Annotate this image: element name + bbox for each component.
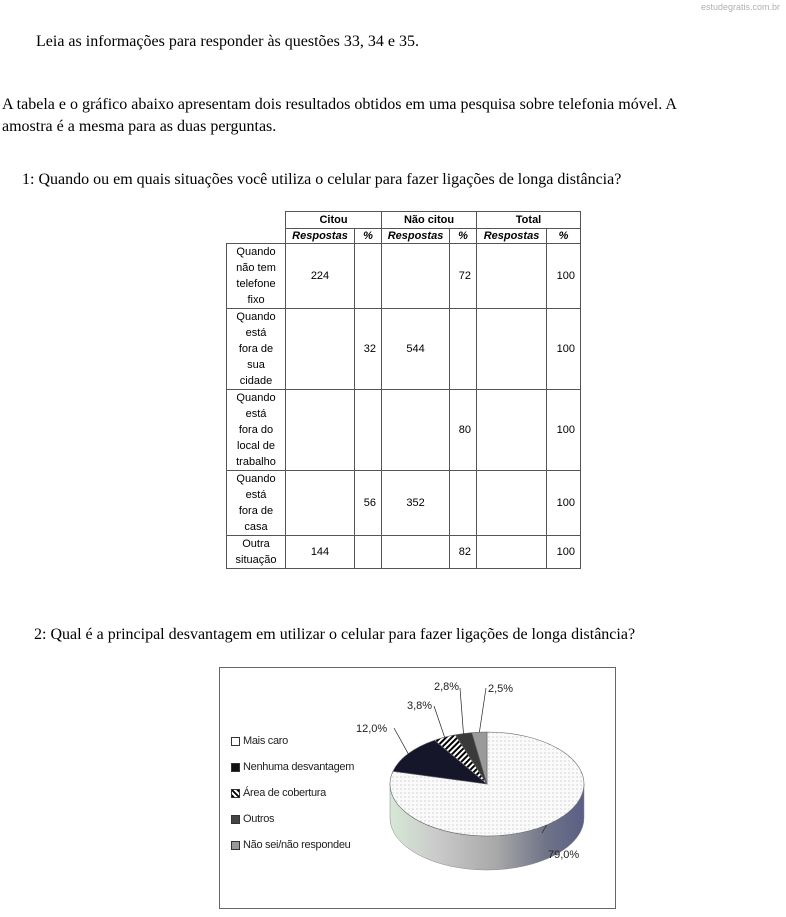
cell-percent: 80 (450, 390, 477, 471)
row-label-line: Quando (236, 246, 276, 258)
data-label: 79,0% (548, 849, 580, 861)
cell-responses (286, 390, 355, 471)
subheader-respostas: Respostas (382, 229, 450, 244)
subheader-pct: % (547, 229, 581, 244)
header-total: Total (477, 212, 581, 229)
table-row (227, 309, 581, 390)
cell-percent: 100 (547, 536, 581, 569)
cell-responses: 352 (382, 471, 450, 536)
row-label (227, 471, 286, 536)
row-label (227, 390, 286, 471)
row-label-line: casa (244, 521, 268, 533)
cell-percent (450, 471, 477, 536)
leader-line (394, 728, 408, 754)
row-label-line: trabalho (236, 456, 276, 468)
question-2: 2: Qual é a principal desvantagem em utilizar o celular para fazer ligações de longa distância? (34, 626, 636, 643)
row-label-line: Quando (236, 473, 276, 485)
cell-percent: 100 (547, 390, 581, 471)
cell-responses (477, 244, 547, 309)
subheader-pct: % (355, 229, 382, 244)
cell-percent (450, 309, 477, 390)
data-label: 2,8% (434, 681, 460, 693)
leader-line (460, 688, 463, 734)
data-label: 12,0% (356, 723, 388, 735)
table-row (227, 244, 581, 309)
watermark: estudegratis.com.br (700, 2, 780, 12)
cell-percent: 32 (355, 309, 382, 390)
cell-percent (355, 536, 382, 569)
cell-responses (382, 536, 450, 569)
row-label-line: Quando (236, 311, 276, 323)
table-row (227, 471, 581, 536)
row-label-line: está (245, 489, 267, 501)
header-citou: Citou (286, 212, 382, 229)
row-label-line: cidade (239, 375, 273, 387)
cell-responses (286, 309, 355, 390)
cell-responses (382, 390, 450, 471)
cell-responses (477, 471, 547, 536)
cell-percent: 100 (547, 471, 581, 536)
data-label: 3,8% (407, 700, 433, 712)
cell-percent: 100 (547, 244, 581, 309)
row-label-line: está (245, 408, 267, 420)
legend-label: Área de cobertura (243, 787, 326, 799)
cell-percent: 56 (355, 471, 382, 536)
data-label: 2,5% (488, 683, 514, 695)
cell-percent (355, 390, 382, 471)
legend-label: Não sei/não respondeu (243, 839, 351, 851)
row-label-line: Quando (236, 392, 276, 404)
row-label (227, 244, 286, 309)
legend-label: Outros (243, 813, 275, 825)
table-row (227, 536, 581, 569)
legend-label: Mais caro (243, 735, 288, 747)
description-line-2: amostra é a mesma para as duas perguntas. (2, 118, 277, 135)
survey-table (226, 211, 581, 569)
row-label-line: fora do (238, 424, 274, 436)
cell-responses: 224 (286, 244, 355, 309)
row-label-line: telefone (236, 278, 276, 290)
intro-text: Leia as informações para responder às questões 33, 34 e 35. (36, 33, 419, 50)
description-line-1: A tabela e o gráfico abaixo apresentam dois resultados obtidos em uma pesquisa sobre telefonia móvel. A (2, 96, 677, 113)
table-row (227, 390, 581, 471)
question-1: 1: Quando ou em quais situações você utiliza o celular para fazer ligações de longa distância? (22, 171, 622, 188)
row-label-line: Outra (242, 538, 270, 550)
legend-label: Nenhuma desvantagem (243, 761, 355, 773)
cell-percent: 82 (450, 536, 477, 569)
row-label-line: local de (237, 440, 275, 452)
leader-line (479, 688, 486, 732)
row-label-line: fora de (238, 343, 274, 355)
table-corner-sub (227, 229, 286, 244)
cell-responses (477, 309, 547, 390)
cell-responses (477, 390, 547, 471)
cell-responses: 144 (286, 536, 355, 569)
row-label-line: está (245, 327, 267, 339)
subheader-respostas: Respostas (477, 229, 547, 244)
cell-percent (355, 244, 382, 309)
row-label (227, 536, 286, 569)
row-label-line: situação (235, 554, 277, 566)
cell-responses (477, 536, 547, 569)
row-label-line: fixo (247, 294, 265, 306)
cell-responses (382, 244, 450, 309)
row-label-line: fora de (238, 505, 274, 517)
cell-responses (286, 471, 355, 536)
row-label (227, 309, 286, 390)
subheader-respostas: Respostas (286, 229, 355, 244)
leader-line (434, 706, 445, 737)
subheader-pct: % (450, 229, 477, 244)
cell-responses: 544 (382, 309, 450, 390)
pie-chart (219, 667, 616, 909)
cell-percent: 72 (450, 244, 477, 309)
pie-svg (220, 668, 615, 908)
row-label-line: não tem (236, 262, 276, 274)
cell-percent: 100 (547, 309, 581, 390)
table-corner (227, 212, 286, 229)
row-label-line: sua (247, 359, 265, 371)
header-nao-citou: Não citou (382, 212, 477, 229)
